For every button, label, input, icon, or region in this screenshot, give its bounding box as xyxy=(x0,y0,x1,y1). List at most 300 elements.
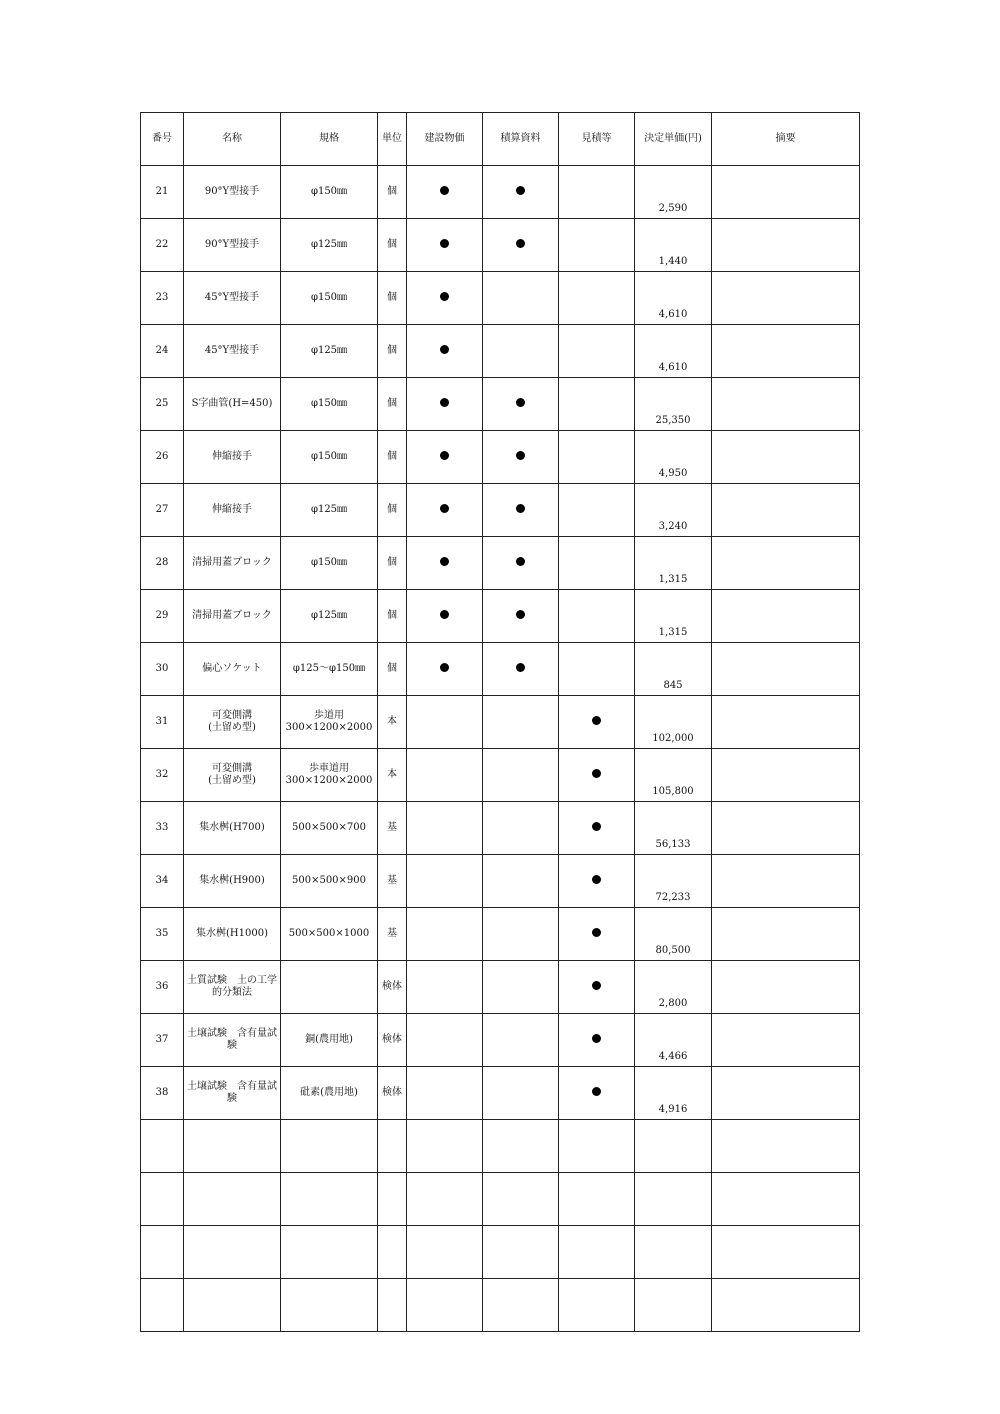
table-row xyxy=(141,378,860,431)
cell-mitsumori xyxy=(559,166,635,219)
cell-sekisan-shiryo xyxy=(483,325,559,378)
cell-unit-price xyxy=(635,908,712,961)
cell-mitsumori xyxy=(559,1120,635,1173)
table-row xyxy=(141,908,860,961)
cell-mitsumori xyxy=(559,961,635,1014)
header-no: 番号 xyxy=(141,113,184,166)
cell-unit-text: 個 xyxy=(387,504,397,515)
cell-name xyxy=(184,696,281,749)
cell-mitsumori xyxy=(559,696,635,749)
cell-mitsumori xyxy=(559,1014,635,1067)
cell-no xyxy=(141,166,184,219)
cell-unit-text: 個 xyxy=(387,557,397,568)
cell-spec-text: 銅(農用地) xyxy=(305,1034,353,1045)
cell-unit-price xyxy=(635,537,712,590)
table-row xyxy=(141,590,860,643)
filled-circle-mark-icon xyxy=(592,1087,601,1096)
cell-unit-price-text: 3,240 xyxy=(658,521,688,532)
header-sekisan-shiryo: 積算資料 xyxy=(483,113,559,166)
cell-unit xyxy=(378,1173,407,1226)
cell-unit xyxy=(378,855,407,908)
cell-no xyxy=(141,1120,184,1173)
cell-kensetsu-bukka xyxy=(407,1120,483,1173)
cell-unit-price-text: 102,000 xyxy=(652,733,694,744)
cell-unit xyxy=(378,749,407,802)
cell-spec xyxy=(281,802,378,855)
cell-unit-price-text: 1,315 xyxy=(658,574,688,585)
cell-unit xyxy=(378,696,407,749)
cell-note xyxy=(712,1279,860,1332)
header-kensetsu-bukka: 建設物価 xyxy=(407,113,483,166)
filled-circle-mark-icon xyxy=(592,1034,601,1043)
cell-no xyxy=(141,802,184,855)
cell-unit-price-text: 4,950 xyxy=(658,468,688,479)
table-row xyxy=(141,1067,860,1120)
cell-unit-text: 検体 xyxy=(382,1034,402,1045)
cell-note xyxy=(712,166,860,219)
cell-note xyxy=(712,537,860,590)
cell-name-text: 集水桝(H900) xyxy=(199,875,265,886)
cell-note xyxy=(712,749,860,802)
cell-unit-price-text: 105,800 xyxy=(652,786,694,797)
cell-kensetsu-bukka xyxy=(407,749,483,802)
cell-name-text: 清掃用蓋ブロック xyxy=(192,557,272,568)
cell-unit-price xyxy=(635,431,712,484)
cell-kensetsu-bukka xyxy=(407,802,483,855)
cell-kensetsu-bukka xyxy=(407,484,483,537)
cell-mitsumori xyxy=(559,1173,635,1226)
cell-sekisan-shiryo xyxy=(483,272,559,325)
cell-name-text: 集水桝(H700) xyxy=(199,822,265,833)
cell-mitsumori xyxy=(559,484,635,537)
cell-unit-price-text: 4,916 xyxy=(658,1104,688,1115)
cell-spec-text: φ150㎜ xyxy=(310,186,348,197)
filled-circle-mark-icon xyxy=(440,292,449,301)
cell-name-text: 土壌試験 含有量試 験 xyxy=(187,1081,277,1104)
cell-spec-text: φ150㎜ xyxy=(310,557,348,568)
table-row xyxy=(141,855,860,908)
cell-unit xyxy=(378,431,407,484)
cell-unit-price xyxy=(635,1173,712,1226)
cell-name-text: 土質試験 土の工学 的分類法 xyxy=(187,975,277,998)
header-name: 名称 xyxy=(184,113,281,166)
cell-name-text: 清掃用蓋ブロック xyxy=(192,610,272,621)
filled-circle-mark-icon xyxy=(440,663,449,672)
table-row xyxy=(141,272,860,325)
cell-unit-price xyxy=(635,378,712,431)
cell-unit-text: 基 xyxy=(387,928,397,939)
cell-sekisan-shiryo xyxy=(483,749,559,802)
cell-unit xyxy=(378,1120,407,1173)
filled-circle-mark-icon xyxy=(516,557,525,566)
cell-sekisan-shiryo xyxy=(483,802,559,855)
cell-spec xyxy=(281,908,378,961)
filled-circle-mark-icon xyxy=(516,398,525,407)
cell-spec-text: φ150㎜ xyxy=(310,398,348,409)
cell-name xyxy=(184,1279,281,1332)
cell-unit-price-text: 1,440 xyxy=(658,256,688,267)
cell-unit-price-text: 2,590 xyxy=(658,203,688,214)
cell-unit-price xyxy=(635,325,712,378)
cell-sekisan-shiryo xyxy=(483,643,559,696)
cell-note xyxy=(712,1067,860,1120)
cell-kensetsu-bukka xyxy=(407,219,483,272)
filled-circle-mark-icon xyxy=(440,610,449,619)
cell-unit xyxy=(378,961,407,1014)
cell-kensetsu-bukka xyxy=(407,537,483,590)
cell-note xyxy=(712,484,860,537)
cell-no xyxy=(141,1014,184,1067)
filled-circle-mark-icon xyxy=(592,875,601,884)
cell-no xyxy=(141,484,184,537)
cell-unit-price xyxy=(635,590,712,643)
filled-circle-mark-icon xyxy=(516,186,525,195)
cell-kensetsu-bukka xyxy=(407,378,483,431)
table-row xyxy=(141,749,860,802)
cell-spec-text: φ125㎜ xyxy=(310,504,348,515)
cell-no xyxy=(141,1067,184,1120)
cell-kensetsu-bukka xyxy=(407,643,483,696)
cell-unit-price-text: 2,800 xyxy=(658,998,688,1009)
filled-circle-mark-icon xyxy=(440,345,449,354)
cell-kensetsu-bukka xyxy=(407,696,483,749)
cell-unit-price xyxy=(635,643,712,696)
cell-no-text: 21 xyxy=(155,186,169,197)
unit-price-table xyxy=(140,112,860,1332)
cell-mitsumori xyxy=(559,590,635,643)
cell-note xyxy=(712,1120,860,1173)
cell-sekisan-shiryo xyxy=(483,696,559,749)
cell-unit-price xyxy=(635,484,712,537)
cell-name-text: 90°Y型接手 xyxy=(204,186,260,197)
cell-note xyxy=(712,272,860,325)
cell-kensetsu-bukka xyxy=(407,1279,483,1332)
cell-no-text: 24 xyxy=(155,345,169,356)
cell-note xyxy=(712,802,860,855)
header-row xyxy=(141,113,860,166)
header-mitsumori: 見積等 xyxy=(559,113,635,166)
cell-unit-text: 個 xyxy=(387,239,397,250)
cell-unit xyxy=(378,908,407,961)
cell-note xyxy=(712,325,860,378)
cell-name-text: 可変側溝 (土留め型) xyxy=(208,763,256,786)
cell-unit-price xyxy=(635,696,712,749)
cell-sekisan-shiryo xyxy=(483,855,559,908)
cell-mitsumori xyxy=(559,1067,635,1120)
cell-mitsumori xyxy=(559,908,635,961)
cell-name-text: 45°Y型接手 xyxy=(204,292,260,303)
table-row xyxy=(141,431,860,484)
cell-unit-text: 個 xyxy=(387,610,397,621)
cell-name-text: 伸縮接手 xyxy=(212,451,252,462)
cell-no xyxy=(141,1226,184,1279)
filled-circle-mark-icon xyxy=(592,928,601,937)
cell-spec-text: 500×500×1000 xyxy=(288,928,370,939)
cell-kensetsu-bukka xyxy=(407,590,483,643)
cell-spec xyxy=(281,749,378,802)
cell-no xyxy=(141,590,184,643)
table-row xyxy=(141,1279,860,1332)
cell-name xyxy=(184,1173,281,1226)
table-row xyxy=(141,537,860,590)
cell-no xyxy=(141,325,184,378)
cell-unit xyxy=(378,643,407,696)
cell-unit-text: 個 xyxy=(387,451,397,462)
cell-unit-price-text: 56,133 xyxy=(655,839,691,850)
table-row xyxy=(141,1173,860,1226)
cell-no-text: 33 xyxy=(155,822,169,833)
filled-circle-mark-icon xyxy=(440,398,449,407)
table-row xyxy=(141,643,860,696)
cell-sekisan-shiryo xyxy=(483,590,559,643)
header-unit-price: 決定単価(円) xyxy=(635,113,712,166)
cell-sekisan-shiryo xyxy=(483,537,559,590)
cell-no xyxy=(141,855,184,908)
table-row xyxy=(141,1120,860,1173)
cell-mitsumori xyxy=(559,378,635,431)
filled-circle-mark-icon xyxy=(440,186,449,195)
filled-circle-mark-icon xyxy=(516,663,525,672)
cell-unit-price-text: 72,233 xyxy=(655,892,691,903)
cell-spec-text: 500×500×900 xyxy=(291,875,367,886)
table-row xyxy=(141,1014,860,1067)
cell-unit-price xyxy=(635,166,712,219)
filled-circle-mark-icon xyxy=(592,769,601,778)
cell-no xyxy=(141,961,184,1014)
cell-unit-price xyxy=(635,855,712,908)
cell-kensetsu-bukka xyxy=(407,325,483,378)
cell-name xyxy=(184,1014,281,1067)
cell-spec xyxy=(281,166,378,219)
cell-spec xyxy=(281,325,378,378)
cell-name-text: 伸縮接手 xyxy=(212,504,252,515)
cell-unit-price xyxy=(635,1120,712,1173)
cell-mitsumori xyxy=(559,1279,635,1332)
cell-name xyxy=(184,802,281,855)
cell-name-text: 土壌試験 含有量試 験 xyxy=(187,1028,277,1051)
cell-name xyxy=(184,643,281,696)
cell-unit-price xyxy=(635,219,712,272)
cell-mitsumori xyxy=(559,855,635,908)
cell-name xyxy=(184,378,281,431)
table-row xyxy=(141,696,860,749)
cell-name xyxy=(184,431,281,484)
cell-note xyxy=(712,1014,860,1067)
table-row xyxy=(141,1226,860,1279)
cell-kensetsu-bukka xyxy=(407,908,483,961)
cell-spec-text: φ125㎜ xyxy=(310,239,348,250)
cell-unit-price-text: 4,610 xyxy=(658,309,688,320)
cell-unit xyxy=(378,272,407,325)
cell-spec xyxy=(281,378,378,431)
filled-circle-mark-icon xyxy=(440,557,449,566)
cell-sekisan-shiryo xyxy=(483,431,559,484)
filled-circle-mark-icon xyxy=(592,981,601,990)
cell-unit-text: 個 xyxy=(387,345,397,356)
cell-spec xyxy=(281,1067,378,1120)
cell-unit-price-text: 845 xyxy=(663,680,683,691)
cell-note xyxy=(712,1226,860,1279)
cell-unit xyxy=(378,590,407,643)
cell-no-text: 26 xyxy=(155,451,169,462)
cell-sekisan-shiryo xyxy=(483,1067,559,1120)
cell-no-text: 36 xyxy=(155,981,169,992)
cell-unit-price-text: 25,350 xyxy=(655,415,691,426)
cell-sekisan-shiryo xyxy=(483,219,559,272)
cell-no-text: 35 xyxy=(155,928,169,939)
cell-name xyxy=(184,1226,281,1279)
cell-unit-text: 基 xyxy=(387,875,397,886)
cell-unit-text: 個 xyxy=(387,292,397,303)
cell-name-text: 偏心ソケット xyxy=(202,663,262,674)
cell-no xyxy=(141,908,184,961)
cell-mitsumori xyxy=(559,643,635,696)
filled-circle-mark-icon xyxy=(440,504,449,513)
cell-no xyxy=(141,219,184,272)
cell-unit-price xyxy=(635,272,712,325)
cell-mitsumori xyxy=(559,219,635,272)
cell-note xyxy=(712,431,860,484)
cell-mitsumori xyxy=(559,431,635,484)
cell-spec xyxy=(281,643,378,696)
cell-no xyxy=(141,272,184,325)
cell-spec xyxy=(281,696,378,749)
cell-unit-text: 本 xyxy=(387,716,397,727)
cell-unit-text: 本 xyxy=(387,769,397,780)
cell-unit-price xyxy=(635,1226,712,1279)
table-row xyxy=(141,961,860,1014)
cell-unit-text: 検体 xyxy=(382,981,402,992)
cell-unit-price xyxy=(635,749,712,802)
cell-spec-text: φ150㎜ xyxy=(310,451,348,462)
cell-no-text: 28 xyxy=(155,557,169,568)
cell-name-text: S字曲管(H=450) xyxy=(191,398,273,409)
cell-mitsumori xyxy=(559,272,635,325)
cell-no-text: 30 xyxy=(155,663,169,674)
cell-unit xyxy=(378,537,407,590)
cell-unit-text: 基 xyxy=(387,822,397,833)
cell-unit-text: 個 xyxy=(387,663,397,674)
cell-mitsumori xyxy=(559,1226,635,1279)
cell-name xyxy=(184,1120,281,1173)
cell-mitsumori xyxy=(559,749,635,802)
cell-unit-price xyxy=(635,1014,712,1067)
cell-no-text: 23 xyxy=(155,292,169,303)
cell-spec-text: 歩車道用 300×1200×2000 xyxy=(285,763,373,786)
cell-mitsumori xyxy=(559,325,635,378)
cell-no-text: 34 xyxy=(155,875,169,886)
cell-kensetsu-bukka xyxy=(407,431,483,484)
cell-sekisan-shiryo xyxy=(483,484,559,537)
cell-spec-text: φ125～φ150㎜ xyxy=(292,663,366,674)
cell-unit xyxy=(378,1226,407,1279)
cell-sekisan-shiryo xyxy=(483,1120,559,1173)
header-spec: 規格 xyxy=(281,113,378,166)
cell-unit xyxy=(378,1014,407,1067)
cell-unit xyxy=(378,325,407,378)
filled-circle-mark-icon xyxy=(592,716,601,725)
filled-circle-mark-icon xyxy=(516,610,525,619)
cell-spec-text: 500×500×700 xyxy=(291,822,367,833)
cell-sekisan-shiryo xyxy=(483,1014,559,1067)
table-body xyxy=(141,166,860,1332)
table-row xyxy=(141,802,860,855)
cell-spec xyxy=(281,1279,378,1332)
cell-unit-price-text: 80,500 xyxy=(655,945,691,956)
cell-unit xyxy=(378,484,407,537)
cell-sekisan-shiryo xyxy=(483,1226,559,1279)
cell-note xyxy=(712,696,860,749)
cell-spec xyxy=(281,590,378,643)
cell-spec xyxy=(281,855,378,908)
cell-unit-price xyxy=(635,1279,712,1332)
cell-no-text: 25 xyxy=(155,398,169,409)
cell-sekisan-shiryo xyxy=(483,166,559,219)
cell-spec xyxy=(281,1014,378,1067)
cell-sekisan-shiryo xyxy=(483,1279,559,1332)
cell-kensetsu-bukka xyxy=(407,166,483,219)
cell-kensetsu-bukka xyxy=(407,1067,483,1120)
cell-kensetsu-bukka xyxy=(407,1173,483,1226)
filled-circle-mark-icon xyxy=(440,451,449,460)
cell-name xyxy=(184,961,281,1014)
cell-unit-price-text: 1,315 xyxy=(658,627,688,638)
cell-spec xyxy=(281,219,378,272)
cell-sekisan-shiryo xyxy=(483,1173,559,1226)
cell-no xyxy=(141,537,184,590)
cell-name xyxy=(184,590,281,643)
cell-spec xyxy=(281,484,378,537)
cell-no-text: 31 xyxy=(155,716,169,727)
cell-spec xyxy=(281,431,378,484)
filled-circle-mark-icon xyxy=(440,239,449,248)
cell-kensetsu-bukka xyxy=(407,855,483,908)
cell-note xyxy=(712,855,860,908)
header-unit: 単位 xyxy=(378,113,407,166)
cell-spec-text: φ150㎜ xyxy=(310,292,348,303)
cell-unit xyxy=(378,378,407,431)
cell-note xyxy=(712,590,860,643)
cell-name xyxy=(184,219,281,272)
cell-spec xyxy=(281,961,378,1014)
cell-spec-text: 砒素(農用地) xyxy=(300,1087,358,1098)
cell-name xyxy=(184,325,281,378)
cell-spec xyxy=(281,1173,378,1226)
cell-unit xyxy=(378,166,407,219)
cell-name xyxy=(184,537,281,590)
cell-name xyxy=(184,1067,281,1120)
cell-name xyxy=(184,749,281,802)
cell-spec-text: 歩道用 300×1200×2000 xyxy=(285,710,373,733)
cell-name xyxy=(184,272,281,325)
cell-unit xyxy=(378,802,407,855)
cell-no-text: 29 xyxy=(155,610,169,621)
cell-no xyxy=(141,643,184,696)
table-row xyxy=(141,219,860,272)
cell-unit-text: 個 xyxy=(387,186,397,197)
cell-sekisan-shiryo xyxy=(483,378,559,431)
cell-no-text: 32 xyxy=(155,769,169,780)
cell-unit-price xyxy=(635,1067,712,1120)
filled-circle-mark-icon xyxy=(516,504,525,513)
cell-note xyxy=(712,961,860,1014)
cell-spec xyxy=(281,1226,378,1279)
cell-sekisan-shiryo xyxy=(483,961,559,1014)
cell-note xyxy=(712,219,860,272)
cell-unit-price xyxy=(635,802,712,855)
cell-spec xyxy=(281,537,378,590)
cell-no-text: 22 xyxy=(155,239,169,250)
